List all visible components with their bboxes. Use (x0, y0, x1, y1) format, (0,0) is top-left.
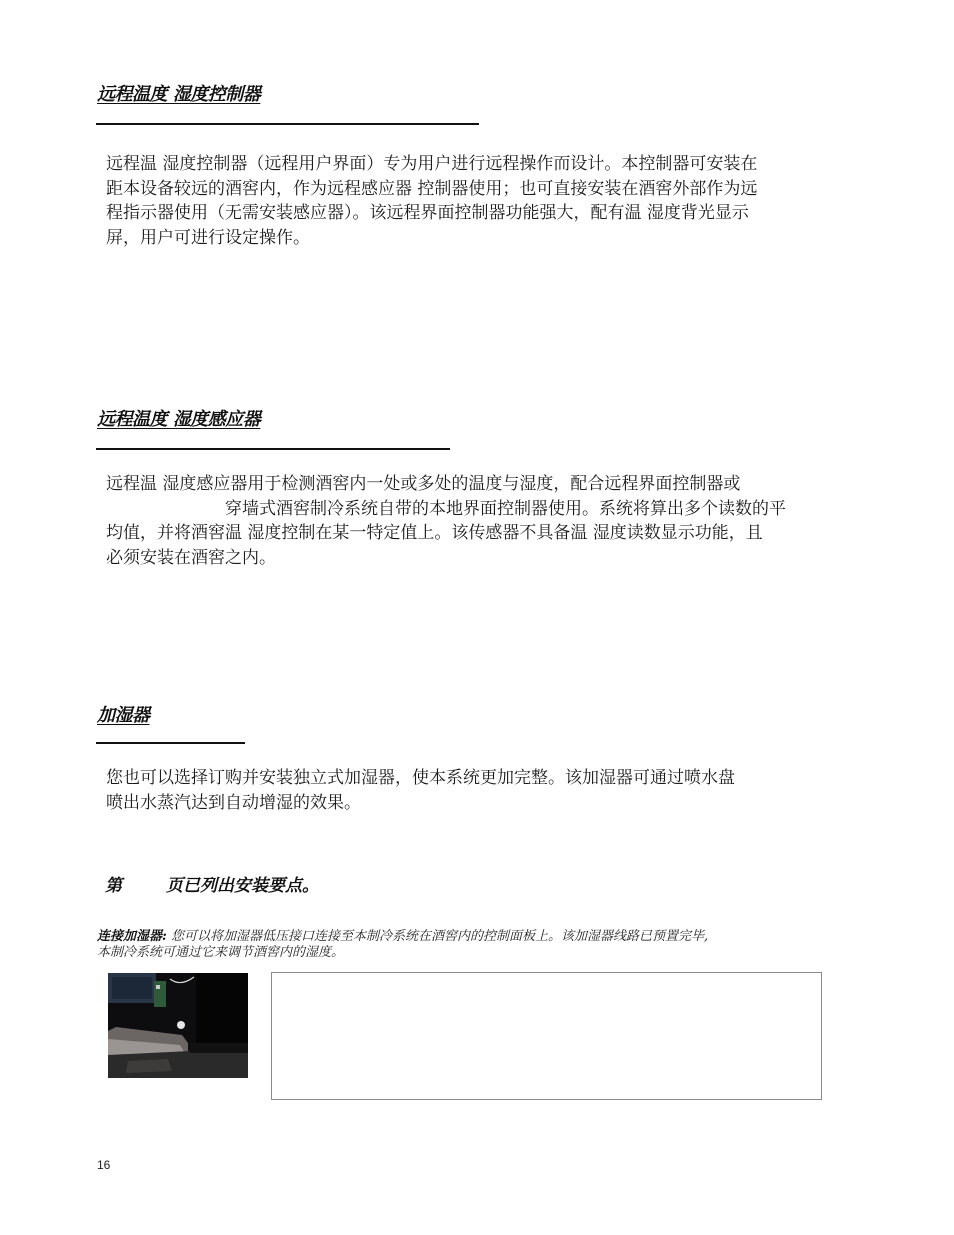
paragraph-line: 远程温 湿度感应器用于检测酒窖内一处或多处的温度与湿度，配合远程界面控制器或 (106, 474, 741, 494)
section-rule (96, 742, 245, 744)
install-note-prefix: 第 (105, 876, 122, 896)
text-box (271, 972, 822, 1100)
page-number: 16 (97, 1158, 111, 1172)
paragraph-humidifier (106, 766, 735, 815)
humidifier-connection-photo (108, 973, 248, 1078)
install-note-suffix: 页已列出安装要点。 (166, 876, 319, 896)
connect-humidifier-text (97, 929, 842, 960)
paragraph-line: 屏，用户可进行设定操作。 (106, 227, 310, 248)
paragraph-line: 距本设备较远的酒窖内，作为远程感应器 控制器使用；也可直接安装在酒窖外部作为远 (106, 178, 758, 199)
section-rule (96, 448, 450, 450)
paragraph-line: 均值，并将酒窖温 湿度控制在某一特定值上。该传感器不具备温 湿度读数显示功能，且 (106, 523, 763, 543)
paragraph-remote-sensor (106, 472, 786, 570)
paragraph-line: 必须安装在酒窖之内。 (106, 547, 276, 568)
paragraph-line: 穿墙式酒窖制冷系统自带的本地界面控制器使用。系统将算出多个读数的平 (225, 498, 786, 519)
paragraph-line: 远程温 湿度控制器（远程用户界面）专为用户进行远程操作而设计。本控制器可安装在 (106, 154, 758, 174)
connect-line-2: 本制冷系统可通过它来调节酒窖内的湿度。 (97, 944, 345, 960)
paragraph-line: 程指示器使用（无需安装感应器）。该远程界面控制器功能强大，配有温 湿度背光显示 (106, 203, 749, 223)
section-rule (96, 123, 479, 125)
paragraph-line: 喷出水蒸汽达到自动增湿的效果。 (106, 792, 361, 813)
install-note (105, 871, 319, 896)
paragraph-line: 您也可以选择订购并安装独立式加湿器，使本系统更加完整。该加湿器可通过喷水盘 (106, 768, 735, 788)
section-heading-remote-sensor: 远程温度 湿度感应器 (97, 409, 261, 430)
section-heading-humidifier: 加湿器 (97, 705, 150, 726)
paragraph-remote-controller (106, 152, 757, 250)
connect-label: 连接加湿器: (97, 929, 167, 944)
section-heading-remote-controller: 远程温度 湿度控制器 (97, 84, 261, 105)
connect-line-1: 您可以将加湿器低压接口连接至本制冷系统在酒窖内的控制面板上。该加湿器线路已预置完毕, (170, 929, 709, 944)
